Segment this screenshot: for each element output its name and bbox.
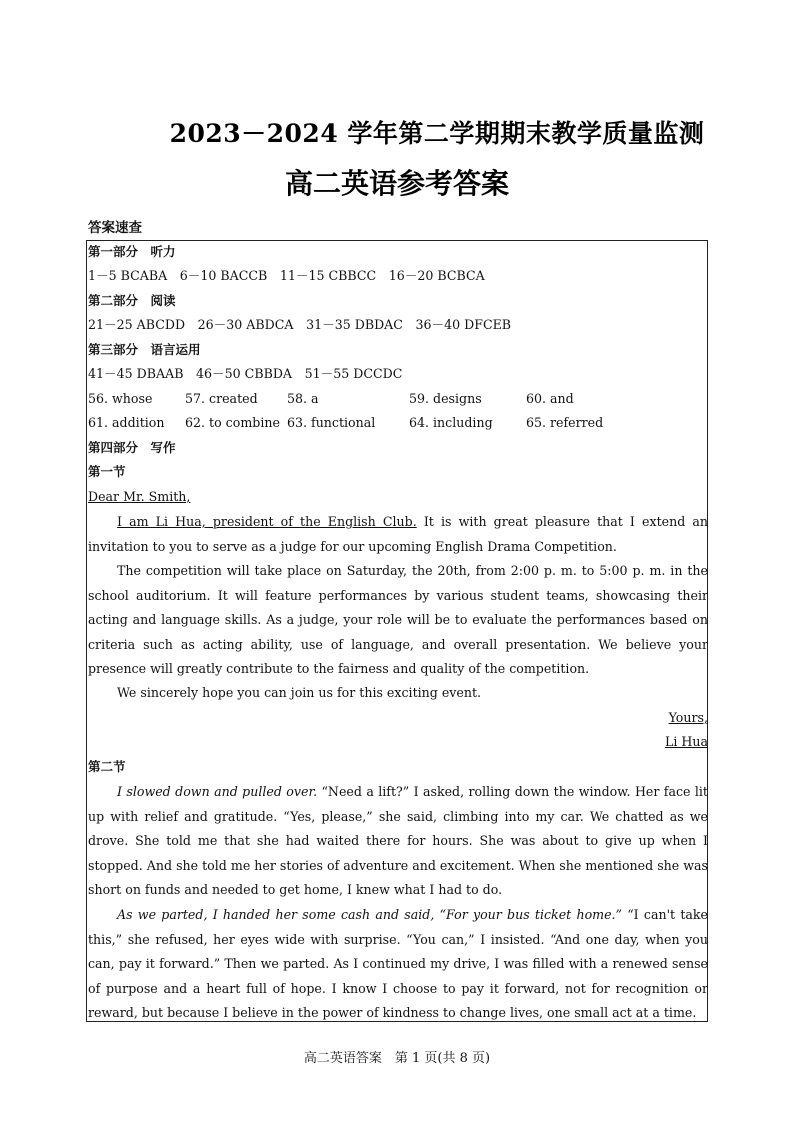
fill-answer: 57. created (185, 391, 258, 406)
part3-answers: 41－45 DBAAB 46－50 CBBDA 51－55 DCCDC (88, 366, 403, 381)
letter-paragraph-3: We sincerely hope you can join us for this exciting event. (117, 685, 482, 700)
page-footer: 高二英语答案 第 1 页(共 8 页) (303, 1051, 491, 1066)
letter-closing: Yours, (668, 710, 708, 725)
part1-heading: 第一部分 听力 (88, 244, 176, 259)
fill-answer: 65. referred (526, 415, 604, 430)
letter-opening-sentence: I am Li Hua, president of the English Club. (117, 514, 417, 529)
fill-answer: 64. including (409, 415, 493, 430)
story-paragraph-2 (88, 903, 708, 1026)
fill-answer: 59. designs (409, 391, 482, 406)
letter-paragraph-1-text: It is with great pleasure that I extend an invitation to you to serve as a judge for our upcoming English Drama Competition. (88, 514, 708, 554)
fill-answer: 63. functional (287, 415, 376, 430)
story-paragraph-1-text: “Need a lift?” I asked, rolling down the window. Her face lit up with relief and gratitude. “Yes, please,” she said, climbing into my car. We chatted as we drove. She told me that she had waited there for hours. She was about to give up when I stopped. And she told me her stories of adventure and excitement. When she mentioned she was short on funds and needed to get home, I knew what I had to do. (88, 784, 708, 898)
quick-check-heading: 答案速查 (88, 220, 142, 236)
part4-heading: 第四部分 写作 (88, 440, 176, 455)
fill-answer: 58. a (287, 391, 319, 406)
story-given-sentence-2: As we parted, I handed her some cash and said, “For your bus ticket home.” (117, 907, 622, 922)
page-subtitle: 高二英语参考答案 (284, 167, 509, 200)
section2-heading: 第二节 (88, 759, 126, 774)
page-title: 2023－2024 学年第二学期期末教学质量监测 (169, 119, 705, 148)
story-paragraph-2-text: “I can't take this,” she refused, her eyes wide with surprise. “You can,” I insisted. “And one day, when you can, pay it forward.” Then we parted. As I continued my drive, I was filled with a renewed sense of purpose and a heart full of hope. I know I choose to pay it forward, not for recognition or reward, but because I believe in the power of kindness to change lives, one small act at a time. (88, 907, 708, 1021)
fill-answer: 56. whose (88, 391, 153, 406)
letter-paragraph-1 (88, 510, 708, 559)
fill-answer: 60. and (526, 391, 574, 406)
letter-signature: Li Hua (665, 734, 708, 749)
part2-heading: 第二部分 阅读 (88, 293, 176, 308)
story-paragraph-1 (88, 780, 708, 903)
section1-heading: 第一节 (88, 464, 126, 479)
story-given-sentence-1: I slowed down and pulled over. (117, 784, 318, 799)
part1-answers: 1－5 BCABA 6－10 BACCB 11－15 CBBCC 16－20 BCBCA (88, 268, 485, 283)
letter-salutation: Dear Mr. Smith, (88, 489, 191, 504)
fill-answer: 62. to combine (185, 415, 280, 430)
part2-answers: 21－25 ABCDD 26－30 ABDCA 31－35 DBDAC 36－40 DFCEB (88, 317, 512, 332)
fill-answer: 61. addition (88, 415, 165, 430)
part3-heading: 第三部分 语言运用 (88, 342, 201, 357)
letter-paragraph-2: The competition will take place on Saturday, the 20th, from 2:00 p. m. to 5:00 p. m. in the school auditorium. It will feature performances by various student teams, showcasing their acting and language skills. As a judge, your role will be to evaluate the performances based on criteria such as acting ability, use of language, and overall presentation. We believe your presence will greatly contribute to the fairness and quality of the competition. (88, 563, 708, 677)
